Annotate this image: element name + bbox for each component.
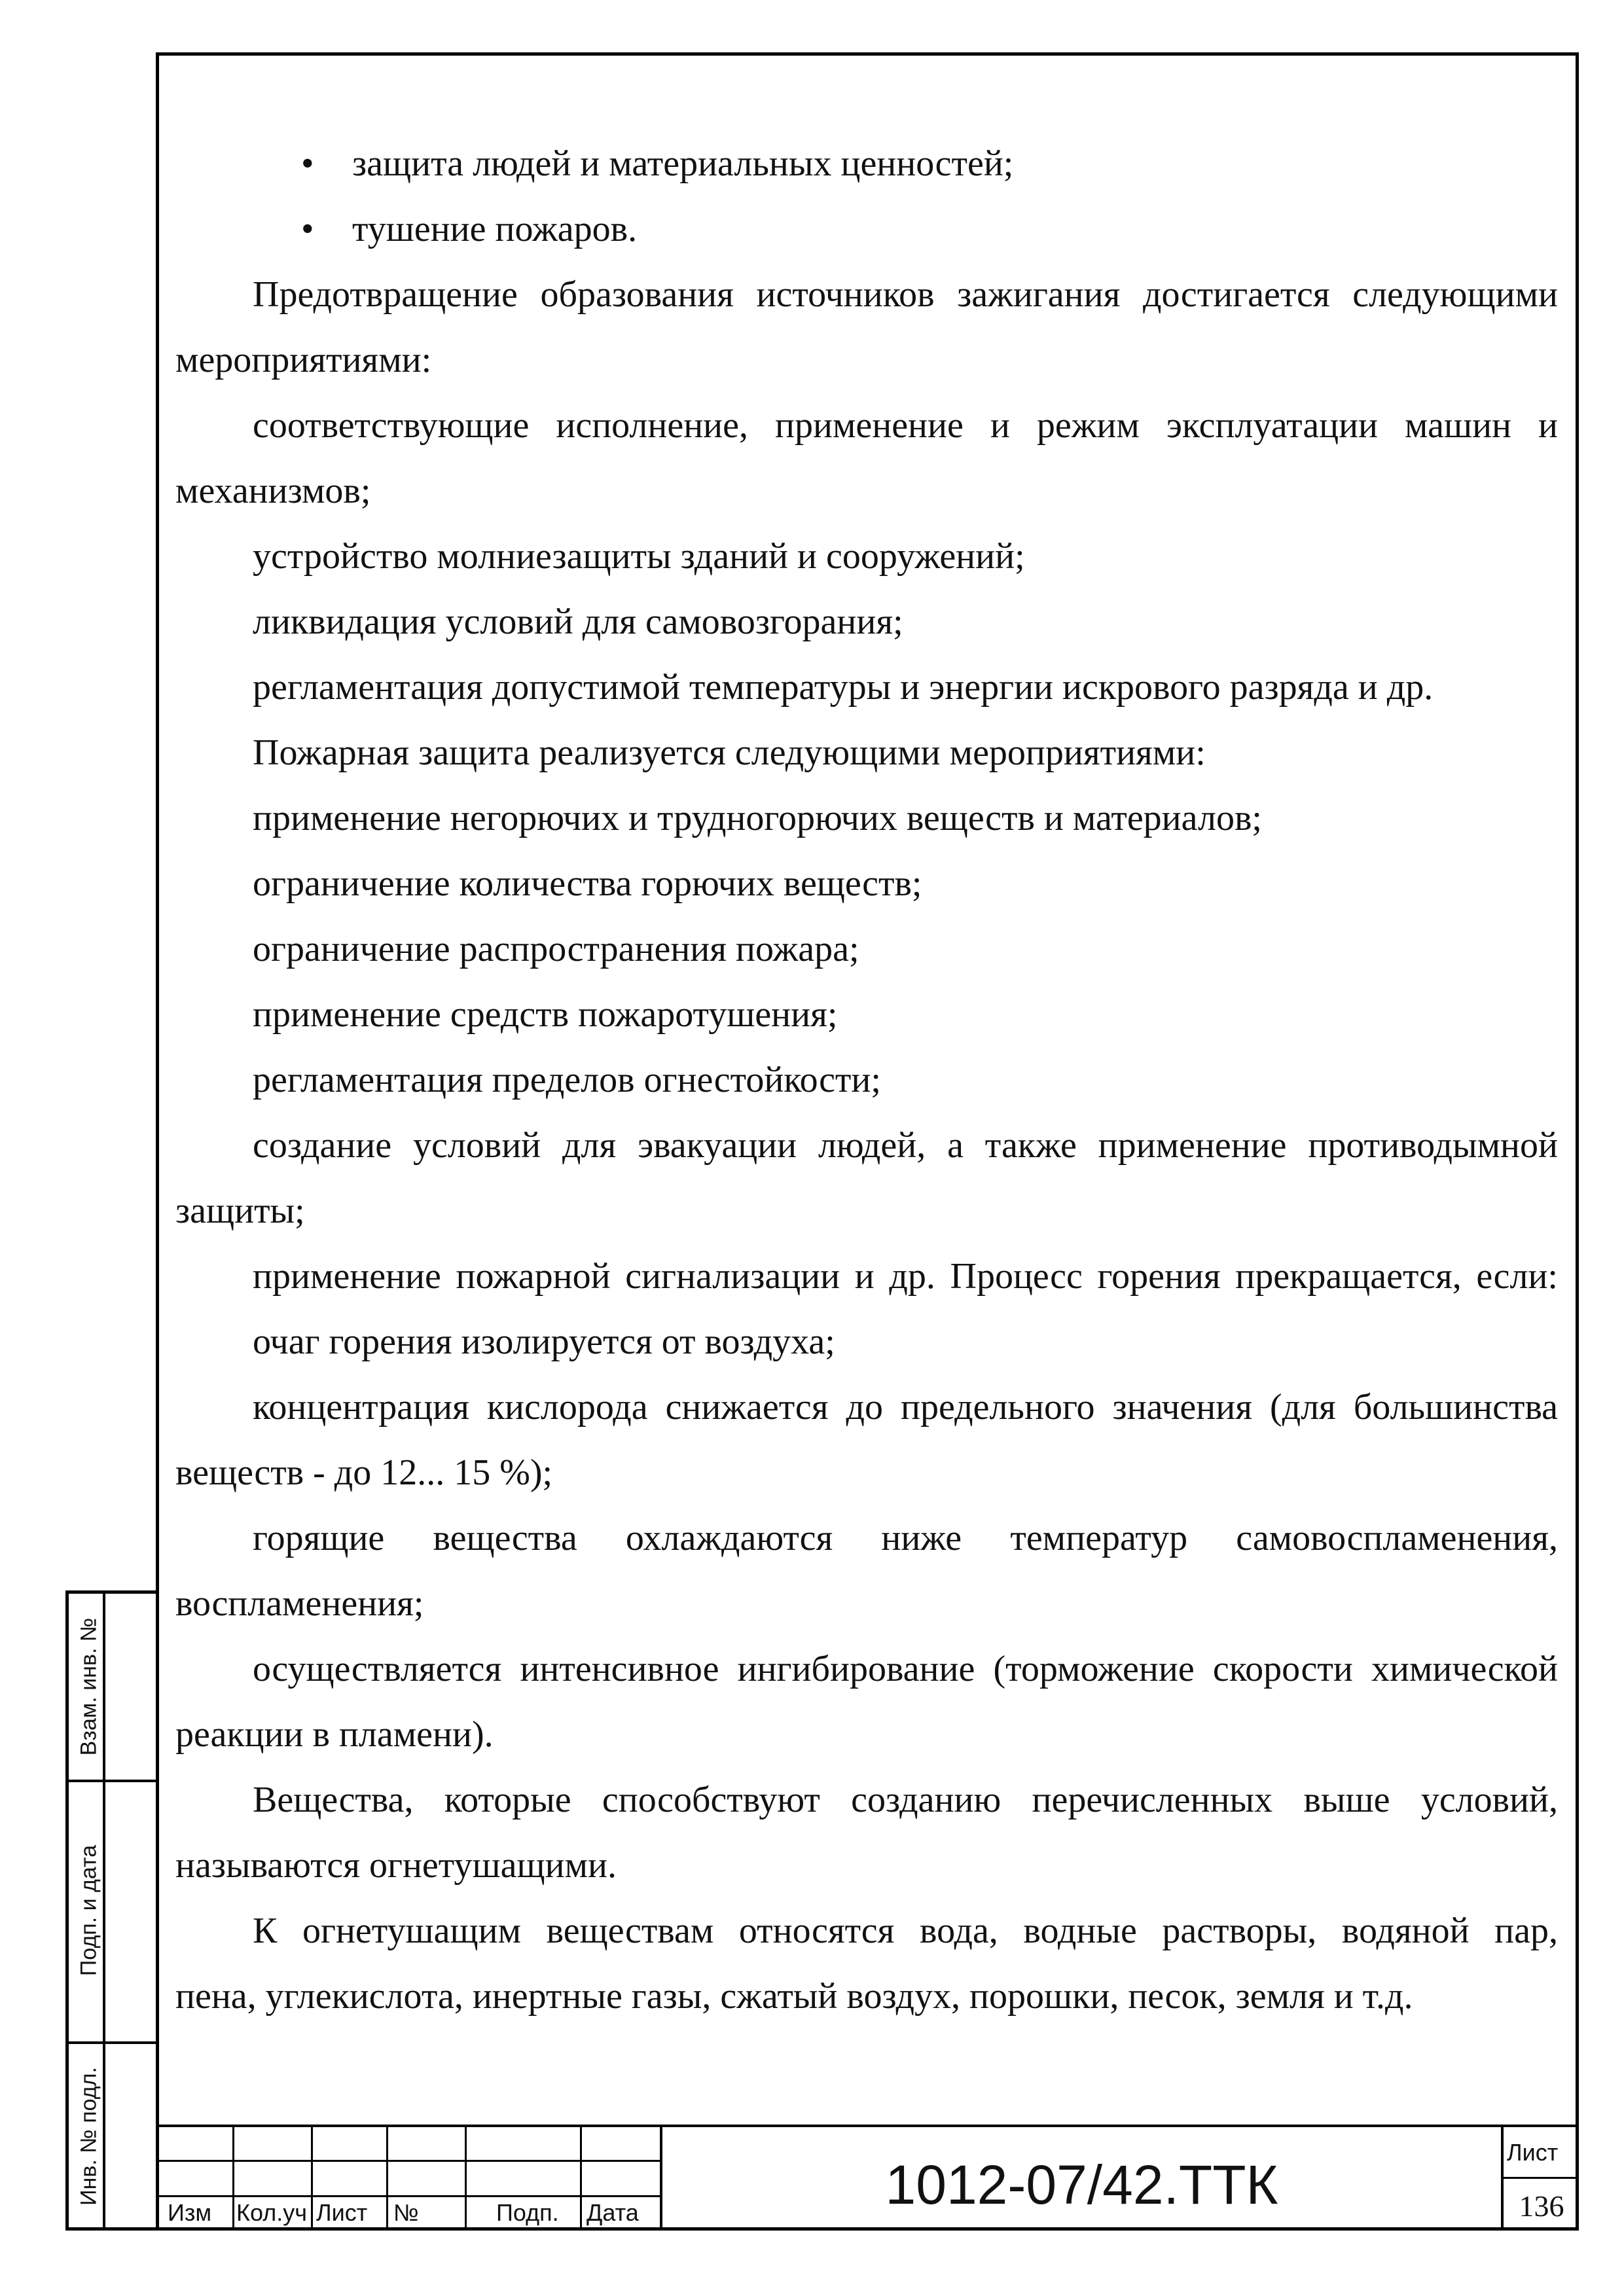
paragraph-line: механизмов;	[175, 471, 371, 511]
paragraph-line: К огнетушащим веществам относятся вода, водные растворы, водяной пар,	[253, 1910, 1558, 1951]
document-code: 1012-07/42.ТТК	[885, 2154, 1278, 2215]
paragraph-line: защиты;	[175, 1191, 305, 1231]
grid-line	[386, 2125, 388, 2231]
grid-line	[580, 2125, 582, 2231]
bullet-icon: •	[301, 209, 314, 249]
paragraph-line: устройство молниезащиты зданий и сооружений;	[253, 536, 1025, 577]
paragraph-line: очаг горения изолируется от воздуха;	[253, 1321, 835, 1362]
paragraph-line: создание условий для эвакуации людей, а также применение противодымной	[253, 1125, 1558, 1166]
paragraph-line: ограничение распространения пожара;	[253, 929, 859, 969]
paragraph-line: регламентация пределов огнестойкости;	[253, 1060, 881, 1100]
side-stamp	[65, 1590, 157, 2231]
bullet-icon: •	[301, 143, 314, 184]
header-list: Лист	[316, 2199, 368, 2226]
paragraph-line: применение негорючих и трудногорючих веществ и материалов;	[253, 798, 1262, 838]
header-kol-uch: Кол.уч	[236, 2199, 307, 2226]
podp-data-label: Подп. и дата	[76, 1844, 101, 1977]
paragraph-line: Вещества, которые способствуют созданию перечисленных выше условий,	[253, 1780, 1558, 1820]
grid-line	[232, 2125, 234, 2231]
paragraph-line: соответствующие исполнение, применение и режим эксплуатации машин и	[253, 405, 1558, 446]
paragraph-line: ликвидация условий для самовозгорания;	[253, 601, 903, 642]
grid-line	[311, 2125, 313, 2231]
paragraph-line: воспламенения;	[175, 1583, 424, 1624]
sheet-number: 136	[1519, 2189, 1564, 2223]
paragraph-line: концентрация кислорода снижается до предельного значения (для большинства	[253, 1387, 1558, 1427]
header-izm: Изм	[168, 2199, 212, 2226]
header-number: №	[393, 2199, 419, 2226]
grid-line	[1501, 2125, 1504, 2231]
paragraph-line: применение пожарной сигнализации и др. Процесс горения прекращается, если:	[253, 1256, 1558, 1297]
grid-line	[465, 2125, 467, 2231]
paragraph-line: называются огнетушащими.	[175, 1845, 617, 1886]
paragraph-line: ограничение количества горючих веществ;	[253, 863, 922, 904]
paragraph-line: веществ - до 12... 15 %);	[175, 1452, 553, 1493]
document-code-cell	[662, 2125, 1501, 2231]
paragraph-line: Предотвращение образования источников зажигания достигается следующими	[253, 274, 1558, 315]
paragraph-line: Пожарная защита реализуется следующими мероприятиями:	[253, 732, 1206, 773]
paragraph-line: осуществляется интенсивное ингибирование (торможение скорости химической	[253, 1649, 1558, 1689]
grid-line	[156, 2195, 660, 2197]
title-block	[156, 2125, 1579, 2231]
sheet-label: Лист	[1507, 2139, 1559, 2166]
bullet-item: • тушение пожаров.	[352, 196, 637, 262]
vzam-inv-label: Взам. инв. №	[76, 1617, 101, 1756]
paragraph-line: горящие вещества охлаждаются ниже температур самовоспламенения,	[253, 1518, 1558, 1558]
paragraph-line: регламентация допустимой температуры и энергии искрового разряда и др.	[253, 667, 1434, 708]
grid-line	[156, 2160, 660, 2162]
grid-line	[1501, 2177, 1579, 2179]
paragraph-line: мероприятиями:	[175, 340, 432, 380]
header-podp: Подп.	[496, 2199, 559, 2226]
paragraph-line: реакции в пламени).	[175, 1714, 494, 1755]
paragraph-line: применение средств пожаротушения;	[253, 994, 838, 1035]
header-data: Дата	[586, 2199, 639, 2226]
inv-podl-label: Инв. № подл.	[76, 2067, 101, 2206]
paragraph-line: пена, углекислота, инертные газы, сжатый воздух, порошки, песок, земля и т.д.	[175, 1976, 1413, 2017]
bullet-item: • защита людей и материальных ценностей;	[352, 131, 1013, 197]
